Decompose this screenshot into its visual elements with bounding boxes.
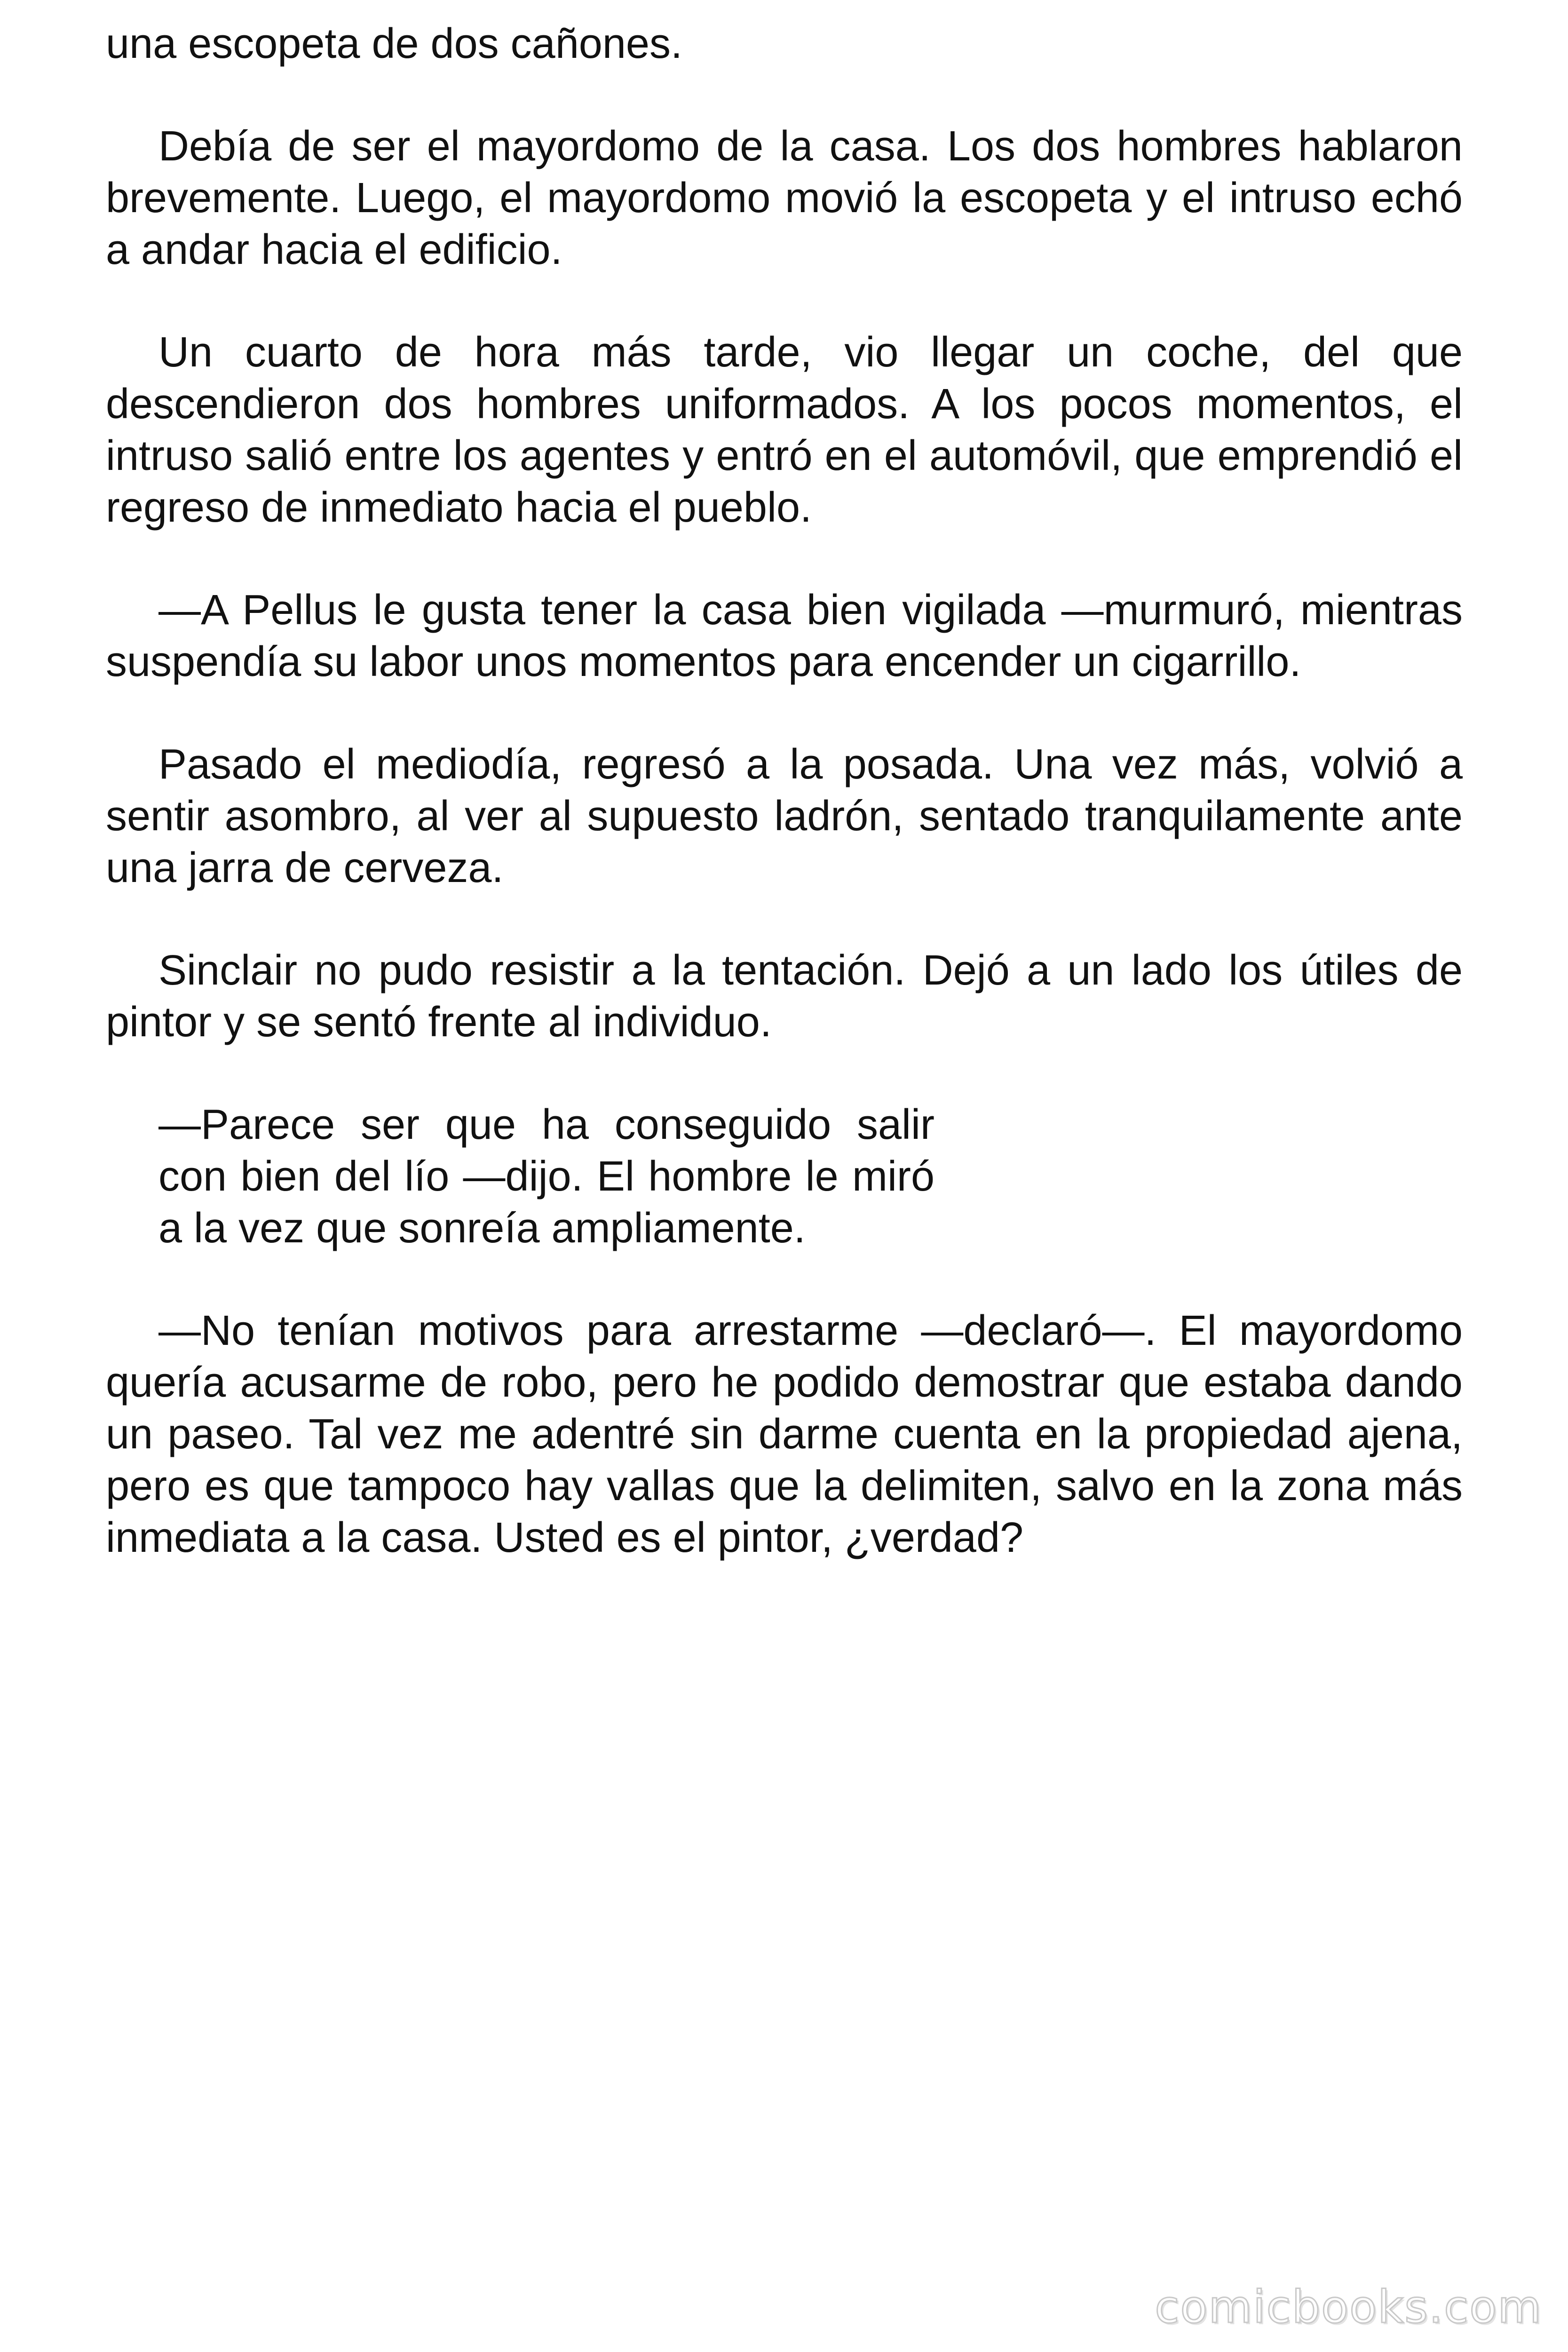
- paragraph-4: —A Pellus le gusta tener la casa bien vigilada —murmuró, mientras suspendía su labor unos momentos para encender un cigarrillo.: [106, 587, 1463, 685]
- paragraph-7: —Parece ser que ha conseguido salir con bien del lío —dijo. El hombre le miró a la vez que sonreía ampliamente.: [158, 1101, 934, 1252]
- paragraph-5: Pasado el mediodía, regresó a la posada. Una vez más, volvió a sentir asombro, al ver al supuesto ladrón, sentado tranquilamente ante una jarra de cerveza.: [106, 741, 1463, 891]
- paragraph-2: Debía de ser el mayordomo de la casa. Los dos hombres hablaron brevemente. Luego, el mayordomo movió la escopeta y el intruso echó a andar hacia el edificio.: [106, 123, 1463, 273]
- paragraph-1: una escopeta de dos cañones.: [106, 20, 682, 67]
- paragraph-3: Un cuarto de hora más tarde, vio llegar un coche, del que descendieron dos hombres uniformados. A los pocos momentos, el intruso salió entre los agentes y entró en el automóvil, que emprendió el regreso de inmediato hacia el pueblo.: [106, 329, 1463, 531]
- paragraph-8: —No tenían motivos para arrestarme —declaró—. El mayordomo quería acusarme de robo, pero he podido demostrar que estaba dando un paseo. Tal vez me adentré sin darme cuenta en la propiedad ajena, pero es que tampoco hay vallas que la delimiten, salvo en la zona más inmediata a la casa. Usted es el pintor, ¿verdad?: [106, 1307, 1463, 1561]
- paragraph-6: Sinclair no pudo resistir a la tentación. Dejó a un lado los útiles de pintor y se sentó frente al individuo.: [106, 947, 1463, 1046]
- watermark: comicbooks.com: [1155, 2281, 1542, 2333]
- page-body: [106, 18, 1463, 1614]
